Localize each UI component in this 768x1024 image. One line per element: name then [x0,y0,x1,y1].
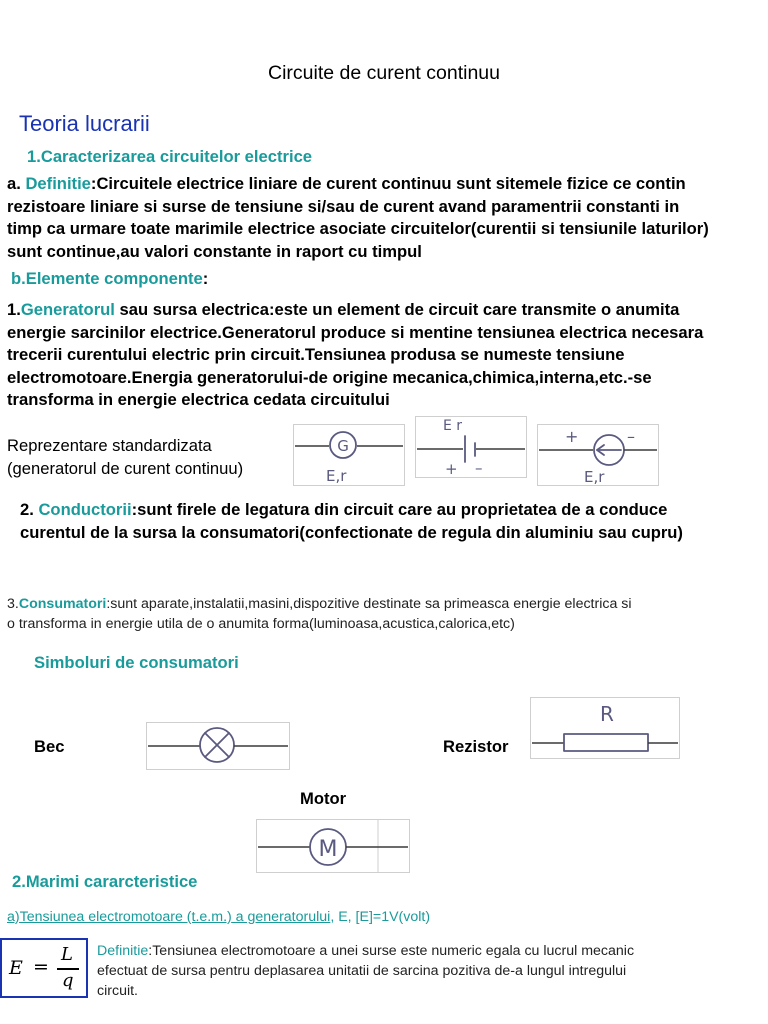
tem-definition-line2: efectuat de sursa pentru deplasarea unitatii de sarcina pozitiva de-a lungul intregului [97,963,627,979]
elemente-suffix: : [202,269,209,288]
generator-line5: transforma in energie electrica cedata circuitului [7,390,390,409]
generator-emf-label: E,r [326,467,347,485]
definition-a-term: Definitie [25,174,91,193]
conductori-line2: curentul de la sursa la consumatori(confectionate de regula din aluminiu sau cupru) [20,522,683,542]
arrow-source-label: E,r [584,468,605,486]
tem-definition-line3: circuit. [97,983,138,999]
resistor-letter: R [600,702,614,726]
generator-line1: sau sursa electrica:este un element de circuit care transmite o anumita [114,300,680,319]
representation-line2: (generatorul de curent continuu) [7,459,244,478]
consumatori-term: Consumatori [18,596,107,612]
conductori-prefix: 2. [20,500,39,519]
conductori-term: Conductorii [38,500,132,519]
generator-paragraph [7,299,767,412]
consumatori-prefix: 3. [7,596,19,612]
rezistor-label: Rezistor [443,737,509,756]
section-title: Teoria lucrarii [19,111,150,136]
tem-part3: , E, [E]=1V(volt) [330,909,431,925]
generator-term: Generatorul [20,300,115,319]
generator-symbol-circle [293,424,405,486]
bec-label: Bec [34,737,65,756]
representation-line1: Reprezentare standardizata [7,436,212,455]
generator-letter: G [337,437,349,455]
consumatori-line2: o transforma in energie utila de o anumita forma(luminoasa,acustica,calorica,etc) [7,616,515,632]
resistor-symbol [530,697,680,759]
representation-label [7,434,243,480]
battery-plus: + [445,460,458,478]
formula-numerator: L [61,944,73,965]
definition-a-line2: rezistoare liniare si surse de tensiune si/sau de curent avand paramentrii constanti in [7,196,680,216]
tem-definition-line1: :Tensiunea electromotoare a unei surse este numeric egala cu lucrul mecanic [148,943,635,959]
page-title: Circuite de curent continuu [268,62,500,84]
battery-minus: – [475,459,483,477]
generator-line4: electromotoare.Energia generatorului-de origine mecanica,chimica,interna,etc.-se [7,367,652,387]
conductori-paragraph [20,499,765,544]
tem-part1: a)Tensiunea electromotoare (t.e.m.) [7,909,232,925]
definition-a-line3: timp ca urmare toate marimile electrice asociate circuitelor(curentii si tensiunile laturilor) [7,219,709,238]
simboluri-title: Simboluri de consumatori [34,653,239,672]
generator-symbol-battery [415,416,527,478]
motor-letter: M [318,837,338,862]
subsection-marimi: 2.Marimi cararcteristice [12,872,198,891]
formula-denominator: q [62,970,74,991]
motor-symbol [256,819,410,873]
arrow-source-plus: + [565,427,579,446]
tem-part2: a generatorului [231,909,331,925]
definition-a-line1: :Circuitele electrice liniare de curent continuu sunt sitemele fizice ce contin [90,174,686,193]
conductori-line1: :sunt firele de legatura din circuit care au proprietatea de a conduce [131,500,668,519]
tem-definition-term: Definitie [97,943,149,959]
generator-prefix: 1. [7,300,21,319]
generator-line3: trecerii curentului electric prin circuit.Tensiunea produsa se numeste tensiune [7,345,625,364]
tem-line [7,907,430,927]
motor-label: Motor [300,789,347,808]
generator-symbol-arrow [537,424,659,486]
arrow-source-minus: – [627,427,635,446]
bulb-symbol [146,722,290,770]
consumatori-paragraph [7,594,767,634]
formula-box [0,938,88,998]
definition-a-prefix: a. [7,174,26,193]
tem-definition [97,941,765,1001]
generator-line2: energie sarcinilor electrice.Generatorul produce si mentine tensiunea electrica necesara [7,322,704,342]
formula-lhs: E [9,957,23,979]
consumatori-line1: :sunt aparate,instalatii,masini,dispozitive destinate sa primeasca energie electrica si [106,596,632,612]
subsection-caracterizarea: 1.Caracterizarea circuitelor electrice [27,147,313,166]
battery-top-label: E r [443,418,463,434]
formula-equals: = [33,956,49,978]
elemente-term: b.Elemente componente [11,269,203,288]
definition-a-line4: sunt continue,au valori constante in raport cu timpul [7,241,422,261]
definition-a-paragraph [7,173,767,263]
subsection-elemente [11,268,208,291]
